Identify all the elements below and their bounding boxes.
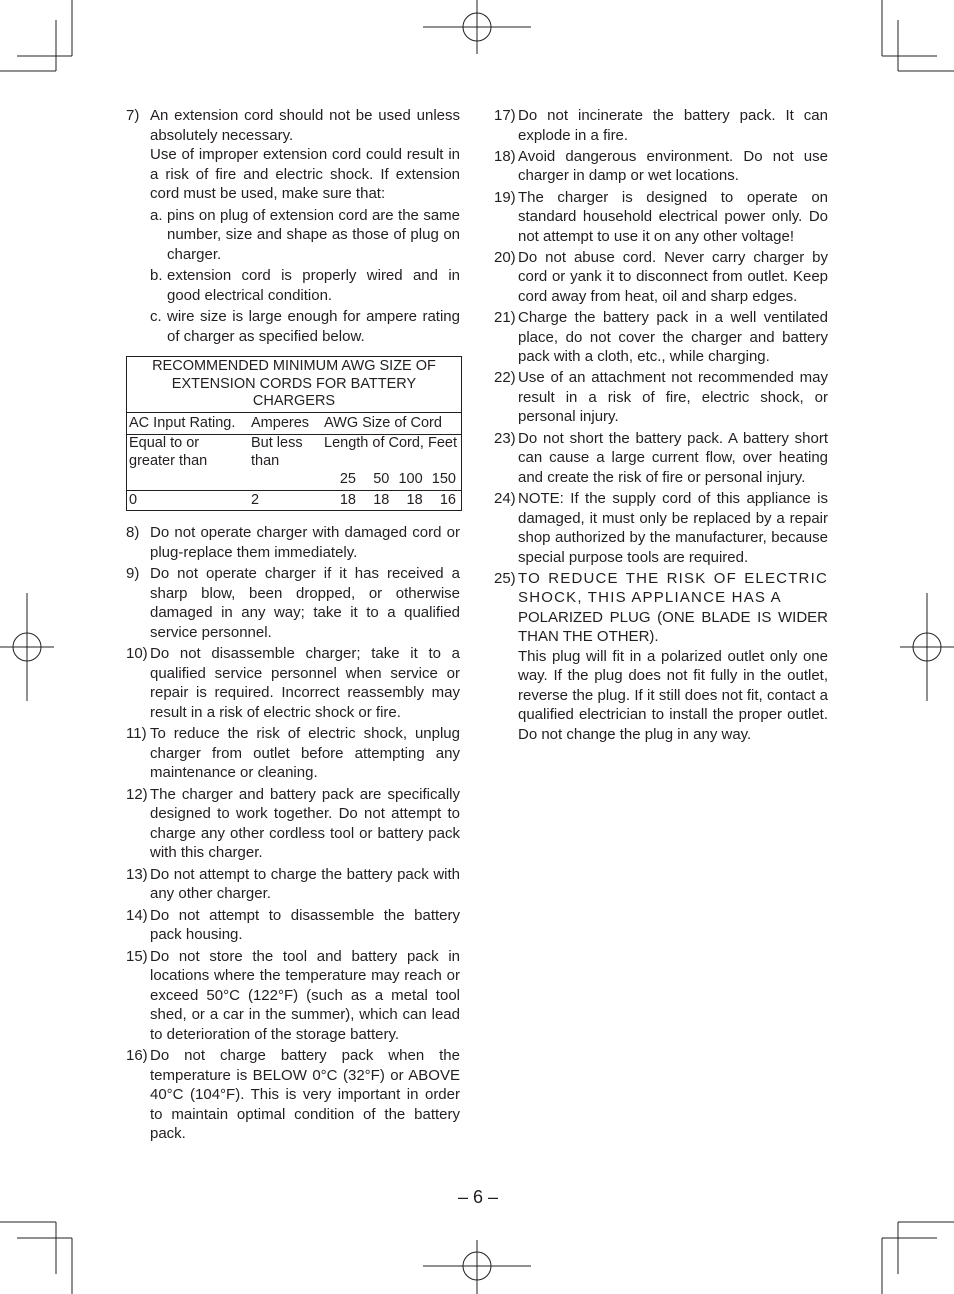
list-item-22 (494, 368, 828, 427)
table-header-input-rating: AC Input Rating. (127, 412, 250, 435)
item-text: The charger and battery pack are specifically designed to work together. Do not attempt to charge any other cordless tool or battery pack with this charger. (150, 785, 460, 861)
item-number: 8) (126, 524, 140, 541)
item-number: 11) (126, 725, 147, 742)
item-text: Do not store the tool and battery pack in locations where the temperature may reach or exceed 50°C (122°F) (such as a metal tool shed, or a car in the summer), which can lead to deterioration of the storage battery. (150, 947, 460, 1043)
table-subheader-from: Equal to or greater than (129, 435, 208, 469)
item-text: Do not operate charger if it has received a sharp blow, been dropped, or otherwise damaged in any way; take it to a qualified service personnel. (150, 565, 460, 641)
size-150: 16 (439, 491, 456, 508)
sub-item-b (150, 266, 460, 305)
item-number: 21) (494, 309, 516, 327)
item-text: Charge the battery pack in a well ventilated place, do not cover the charger and battery pack with a cloth, etc., while charging. (518, 309, 828, 366)
item-text: NOTE: If the supply cord of this appliance is damaged, it must only be replaced by a repair shop authorized by the manufacturer, because special purpose tools are required. (518, 490, 828, 566)
item-text: Do not disassemble charger; take it to a qualified service personnel when service or repair is required. Incorrect reassembly may result in a risk of electric shock or fire. (150, 645, 460, 721)
list-item-20 (494, 248, 828, 307)
warning-caps-text-2: POLARIZED PLUG (ONE BLADE IS WIDER THAN THE OTHER). (518, 608, 828, 646)
length-100: 100 (398, 471, 423, 487)
length-50: 50 (373, 471, 390, 487)
table-subheader-to: But less than (251, 435, 303, 469)
item-text: Do not operate charger with damaged cord or plug-replace them immediately. (150, 524, 460, 561)
item-text: Do not incinerate the battery pack. It can explode in a fire. (518, 107, 828, 144)
item-number: 10) (126, 645, 148, 662)
sub-item-label: b. (150, 267, 163, 284)
item-text: Do not charge battery pack when the temperature is BELOW 0°C (32°F) or ABOVE 40°C (104°F). This is very important in order to maintain optimal condition of the battery pack. (150, 1047, 460, 1142)
item-text: The charger is designed to operate on standard household electrical power only. Do not attempt to use it on any other voltage! (518, 188, 828, 245)
list-item-7 (126, 106, 460, 346)
item-text: Do not abuse cord. Never carry charger by cord or yank it to disconnect from outlet. Keep cord away from heat, oil and sharp edges. (518, 248, 828, 305)
warning-caps-text: TO REDUCE THE RISK OF ELECTRIC SHOCK, THIS APPLIANCE HAS A (518, 569, 828, 607)
item-number: 14) (126, 906, 148, 924)
awg-table (126, 356, 462, 511)
right-column (494, 106, 828, 746)
table-size-values (324, 492, 459, 510)
list-item-12 (126, 785, 460, 863)
item-text: Do not attempt to disassemble the battery pack housing. (150, 906, 460, 943)
item-text: An extension cord should not be used unless absolutely necessary. (150, 107, 460, 144)
length-25: 25 (339, 471, 356, 487)
list-item-13 (126, 865, 460, 904)
item-number: 17) (494, 107, 516, 124)
list-item-8 (126, 523, 460, 562)
item-text: This plug will fit in a polarized outlet only one way. If the plug does not fit fully in the outlet, reverse the plug. If it still does not fit, contact a qualified electrician to install the proper outlet. Do not change the plug in any way. (518, 647, 828, 743)
list-item-24 (494, 489, 828, 567)
item-number: 25) (494, 569, 516, 587)
table-title: RECOMMENDED MINIMUM AWG SIZE OF EXTENSION CORDS FOR BATTERY CHARGERS (127, 357, 462, 413)
list-item-16 (126, 1046, 460, 1144)
item-number: 15) (126, 947, 148, 965)
list-item-19 (494, 188, 828, 247)
item-number: 23) (494, 429, 516, 447)
item-number: 20) (494, 248, 516, 266)
item-number: 12) (126, 785, 148, 803)
item-number: 9) (126, 565, 140, 582)
size-100: 18 (406, 491, 423, 508)
item-number: 19) (494, 188, 516, 206)
sub-item-text: extension cord is properly wired and in good electrical condition. (167, 267, 460, 304)
list-item-14 (126, 906, 460, 945)
table-header-amperes: Amperes (249, 412, 322, 435)
item-text: Do not attempt to charge the battery pack with any other charger. (150, 865, 460, 902)
item-number: 13) (126, 865, 148, 883)
list-item-23 (494, 429, 828, 488)
list-item-25 (494, 569, 828, 745)
list-item-17 (494, 106, 828, 145)
sub-item-text: wire size is large enough for ampere rating of charger as specified below. (167, 308, 460, 345)
list-item-21 (494, 308, 828, 367)
table-cell-to: 2 (251, 491, 260, 508)
table-length-values (324, 471, 459, 489)
list-item-11 (126, 724, 460, 783)
item-text: To reduce the risk of electric shock, unplug charger from outlet before attempting any maintenance or cleaning. (150, 725, 460, 781)
item-number: 22) (494, 369, 516, 387)
sub-item-text: pins on plug of extension cord are the same number, size and shape as those of plug on charger. (167, 206, 460, 263)
item-text: Use of improper extension cord could result in a risk of fire and electric shock. If extension cord must be used, make sure that: (150, 146, 460, 202)
item-number: 24) (494, 490, 516, 508)
sub-item-label: c. (150, 308, 162, 325)
size-50: 18 (373, 491, 390, 508)
table-row (127, 490, 462, 511)
sub-item-a (150, 206, 460, 265)
sub-item-label: a. (150, 206, 163, 224)
item-text: Do not short the battery pack. A battery short can cause a large current flow, over heating and create the risk of fire or personal injury. (518, 429, 828, 486)
item-number: 16) (126, 1047, 148, 1064)
item-text: Avoid dangerous environment. Do not use charger in damp or wet locations. (518, 147, 828, 185)
sub-item-c (150, 307, 460, 346)
table-subheader-length: Length of Cord, Feet (324, 435, 457, 451)
list-item-15 (126, 947, 460, 1045)
item-number: 7) (126, 107, 140, 124)
page-number: – 6 – (457, 1187, 499, 1207)
item-number: 18) (494, 147, 516, 165)
left-column (126, 106, 460, 1146)
list-item-18 (494, 147, 828, 186)
item-text: Use of an attachment not recommended may result in a risk of fire, electric shock, or personal injury. (518, 369, 828, 426)
list-item-10 (126, 644, 460, 722)
table-cell-from: 0 (129, 491, 138, 508)
table-header-awg-size: AWG Size of Cord (322, 412, 462, 435)
size-25: 18 (339, 491, 356, 508)
list-item-9 (126, 564, 460, 642)
length-150: 150 (431, 471, 456, 487)
